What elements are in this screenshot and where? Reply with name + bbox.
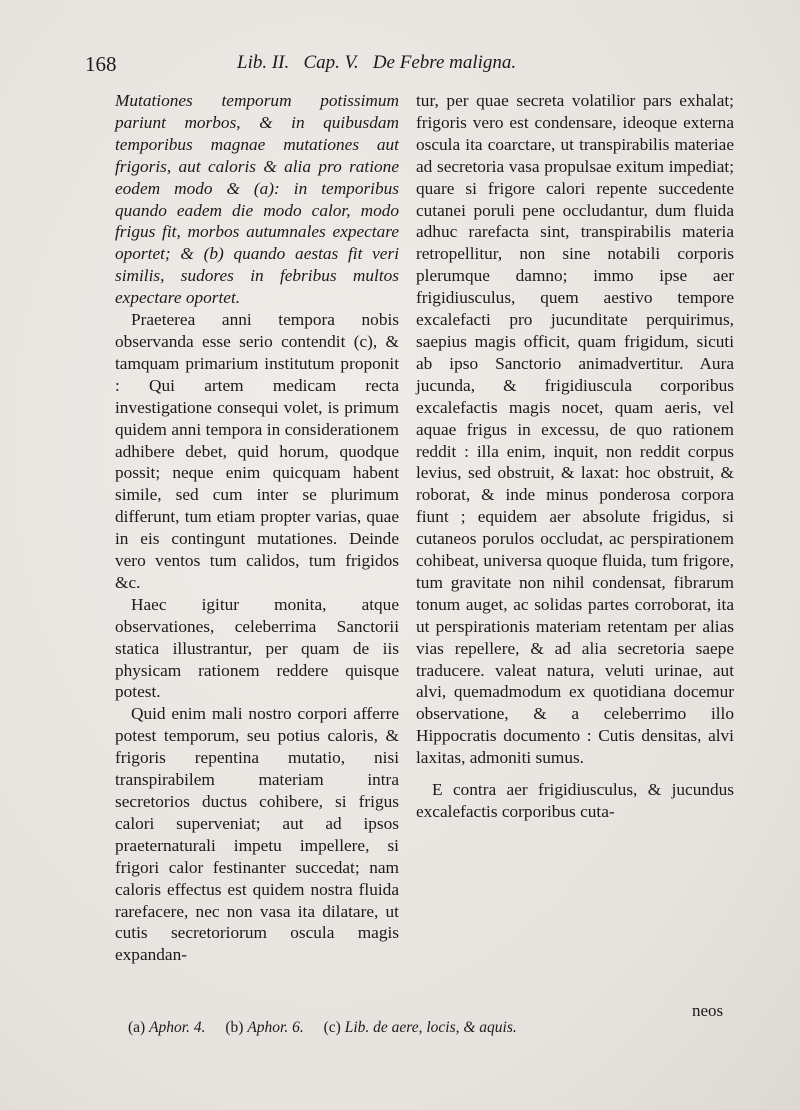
page-header (85, 52, 585, 82)
footnotes (128, 1019, 648, 1037)
footnote (324, 1019, 517, 1036)
footnote-mark: (b) (225, 1019, 244, 1036)
footnote-mark: (c) (323, 1019, 341, 1036)
footnote-source: Aphor. 4. (149, 1019, 206, 1036)
footnote (225, 1019, 307, 1036)
paragraph: Praeterea anni tempora nobis observanda esse serio contendit (c), & tamquam primarium institutum proponit : Qui artem medicam recta investigatione consequi volet, is primum quidem anni tempora in considerationem adhibere debet, quid horum, quodque possit; neque enim quicquam habent simile, sed cum inter se plurimum differunt, tum etiam propter varias, quae in eis contingunt mutationes. Deinde vero ventos tum calidos, tum frigidos &c. (115, 310, 399, 592)
paragraph: Mutationes temporum potissimum pariunt morbos, & in quibusdam temporibus magnae mutationes aut frigoris, aut caloris & alia pro ratione eodem modo & (a): in temporibus quando eadem die modo calor, modo frigus fit, morbos autumnales expectare oportet; & (b) quando aestas fit veri similis, sudores in febribus multos expectare oportet. (115, 91, 399, 308)
footnote-source: Lib. de aere, locis, & aquis. (344, 1019, 517, 1036)
footnote-source: Aphor. 6. (247, 1019, 304, 1036)
paragraph: tur, per quae secreta volatilior pars exhalat; frigoris vero est condensare, ideoque externa oscula ita coarctare, ut transpirabilis materiae ad secretoria vasa propulsae exitum impediat; quare si frigore calori repente succedente cutanei poruli pene occludantur, dum fluida adhuc rarefacta sint, transpirabilis materia retropellitur, non sine notabili corporis plerumque damno; immo ipse aer frigidiusculus, quem aestivo tempore excalefacti pro jucunditate perquirimus, saepius magis officit, quam frigidum, sicuti ab ipso Sanctorio animadvertitur. Aura jucunda, & frigidiuscula corporibus excalefactis magis nocet, quam aeris, vel aquae frigus in excessu, de quo rationem reddit : illa enim, inquit, non reddit corpus levius, sed obstruit, & laxat: hoc obstruit, & roborat, & inde minus ponderosa corpora fiunt ; equidem aer absolute frigidus, si cutaneos porulos occludat, ac perspirationem cohibeat, universa quoque fluida, tum frigore, tum gravitate non nihil condensat, fibrarum tonum auget, ac solidas partes corroborat, ita ut perspirationis materiam retentam per alias vias repellere, & ad alia secretoria saepe traducere. valeat natura, veluti urinae, aut alvi, quemadmodum ex quotidiana docemur observatione, & a celeberrimo illo Hippocratis documento : Cutis densitas, alvi laxitas, admoniti sumus. (416, 91, 734, 768)
footnote (128, 1019, 209, 1036)
running-title: Lib. II. Cap. V. De Febre maligna. (237, 52, 517, 73)
paragraph: Haec igitur monita, atque observationes, celeberrima Sanctorii statica illustrantur, per quam de iis physicam rationem reddere quisque potest. (115, 594, 399, 702)
footnote-mark: (a) (128, 1019, 146, 1036)
right-column (416, 90, 734, 823)
catchword: neos (692, 1001, 724, 1020)
left-column (115, 90, 399, 966)
paragraph: E contra aer frigidiusculus, & jucundus excalefactis corporibus cuta- (416, 780, 734, 821)
paragraph: Quid enim mali nostro corpori afferre potest temporum, seu potius caloris, & frigoris repentina mutatio, nisi transpirabilem materiam intra secretorios ductus cohibere, si frigus calori superveniat; aut ad ipsos praeternaturali impetu impellere, si frigori calor festinanter succedat; nam caloris effectus est quidem nostra fluida rarefacere, nec non vasa ita dilatare, ut cutis secretoriorum oscula magis expandan- (115, 704, 399, 965)
page-number: 168 (85, 52, 117, 76)
